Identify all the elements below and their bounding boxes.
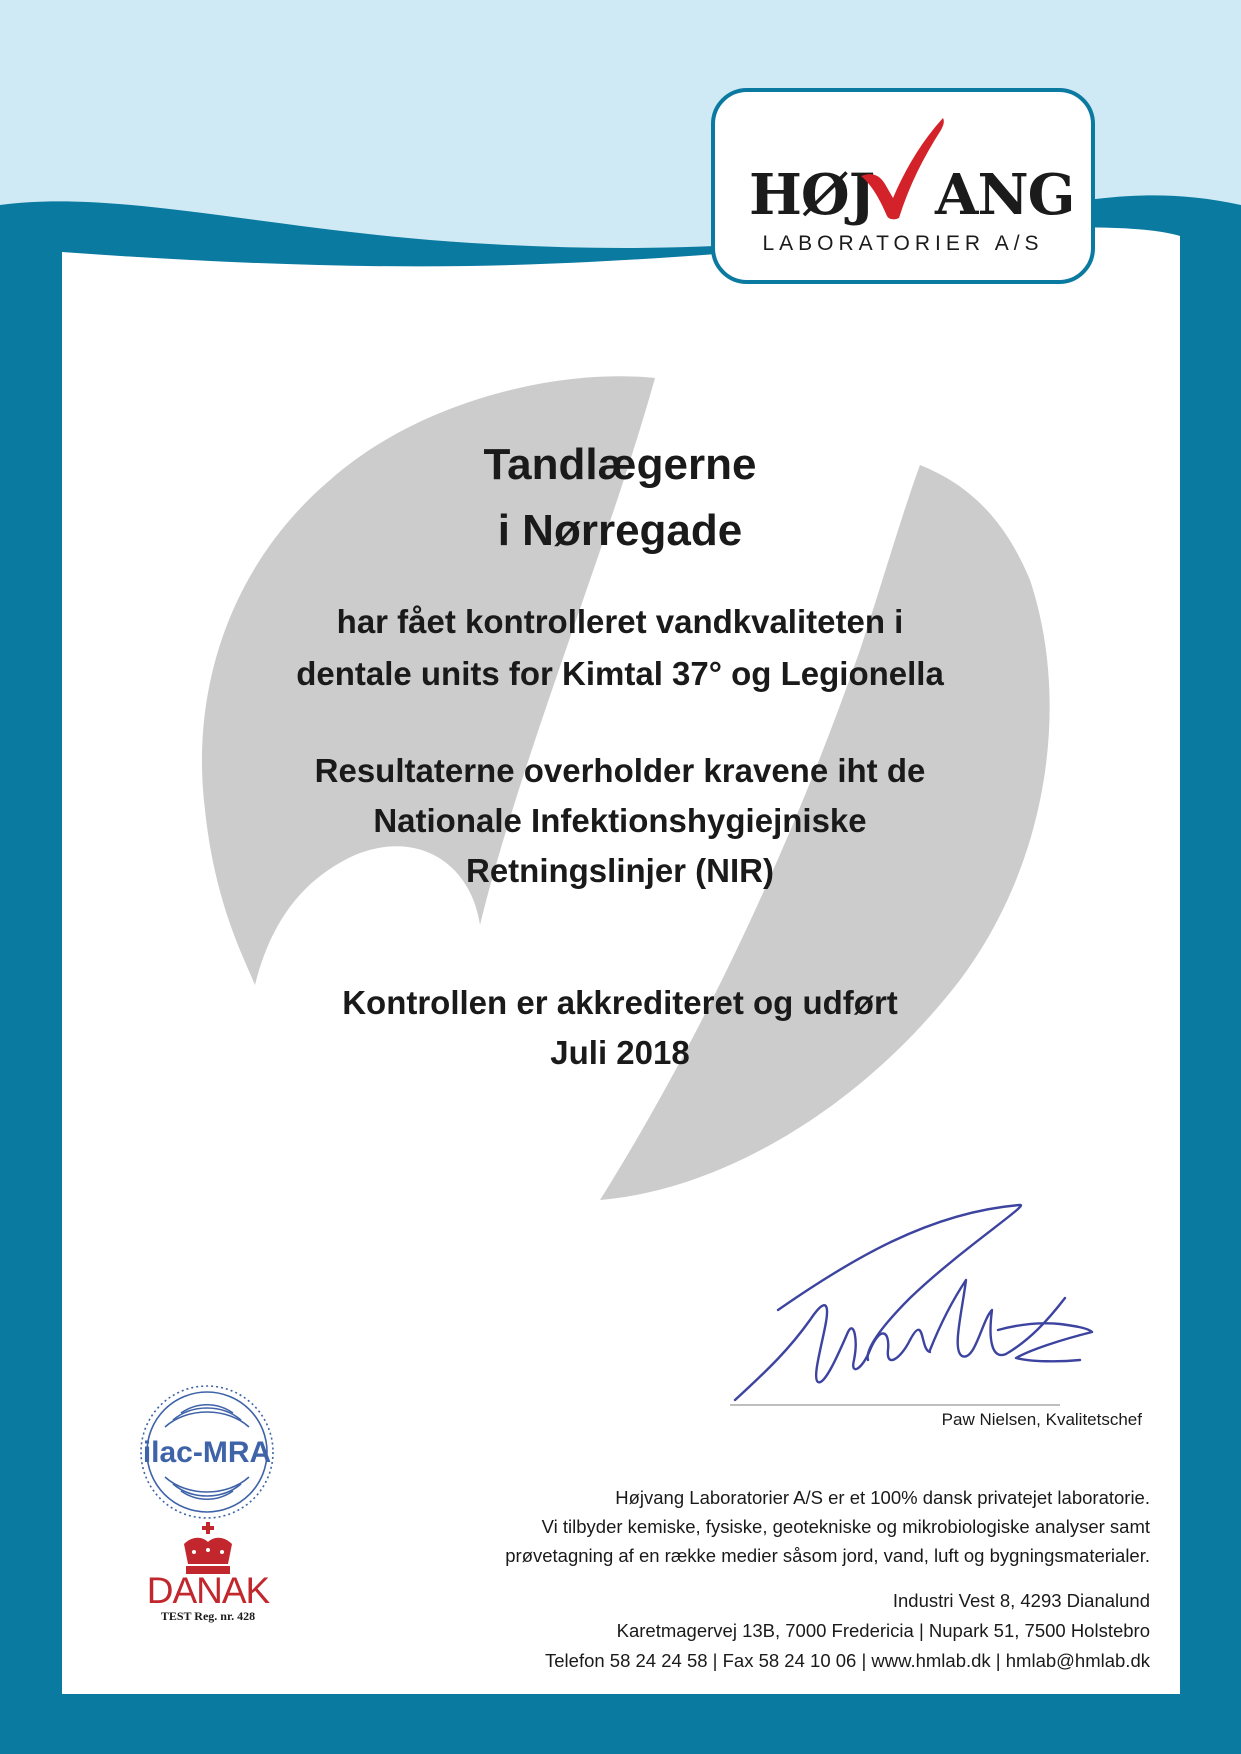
- accreditation-date: Juli 2018: [550, 1034, 690, 1071]
- compliance-line-3: Retningslinjer (NIR): [465, 852, 774, 889]
- logo-word-right: ANG: [935, 162, 1075, 228]
- certificate-statement: [220, 596, 1020, 700]
- accreditation-line-1: Kontrollen er akkrediteret og udført: [342, 984, 898, 1021]
- danak-registration: TEST Reg. nr. 428: [160, 1609, 256, 1623]
- compliance-statement: [220, 746, 1020, 896]
- signer-name: Paw Nielsen, Kvalitetschef: [941, 1410, 1142, 1429]
- company-description: [360, 1483, 1150, 1570]
- danak-logo-text: DANAK: [146, 1570, 270, 1611]
- recipient-name: [270, 432, 970, 564]
- logo-subtitle: LABORATORIER A/S: [762, 232, 1044, 255]
- hojvang-logo: [711, 88, 1095, 284]
- checkmark-icon: [857, 114, 947, 224]
- statement-line-2: dentale units for Kimtal 37° og Legionella: [296, 655, 944, 692]
- about-line-3: prøvetagning af en række medier såsom jord, vand, luft og bygningsmaterialer.: [505, 1545, 1150, 1566]
- recipient-line-2: i Nørregade: [497, 506, 743, 555]
- about-line-1: Højvang Laboratorier A/S er et 100% dansk privatejet laboratorie.: [615, 1487, 1150, 1508]
- signature-icon: [730, 1200, 1100, 1415]
- recipient-line-1: Tandlægerne: [483, 440, 757, 489]
- accreditation-statement: [220, 978, 1020, 1078]
- logo-word-left: HØJ: [749, 162, 875, 228]
- compliance-line-2: Nationale Infektionshygiejniske: [373, 802, 867, 839]
- ilac-mra-badge-icon: [137, 1382, 277, 1522]
- about-line-2: Vi tilbyder kemiske, fysiske, geotekniske og mikrobiologiske analyser samt: [541, 1516, 1150, 1537]
- contact-line: Telefon 58 24 24 58 | Fax 58 24 10 06 | www.hmlab.dk | hmlab@hmlab.dk: [545, 1650, 1150, 1671]
- contact-info: [360, 1586, 1150, 1676]
- statement-line-1: har fået kontrolleret vandkvaliteten i: [336, 603, 904, 640]
- compliance-line-1: Resultaterne overholder kravene iht de: [314, 752, 926, 789]
- address-line-1: Industri Vest 8, 4293 Dianalund: [892, 1590, 1150, 1611]
- crown-icon: [178, 1522, 238, 1577]
- ilac-badge-text: ilac-MRA: [142, 1436, 272, 1469]
- address-line-2: Karetmagervej 13B, 7000 Fredericia | Nupark 51, 7500 Holstebro: [616, 1620, 1150, 1641]
